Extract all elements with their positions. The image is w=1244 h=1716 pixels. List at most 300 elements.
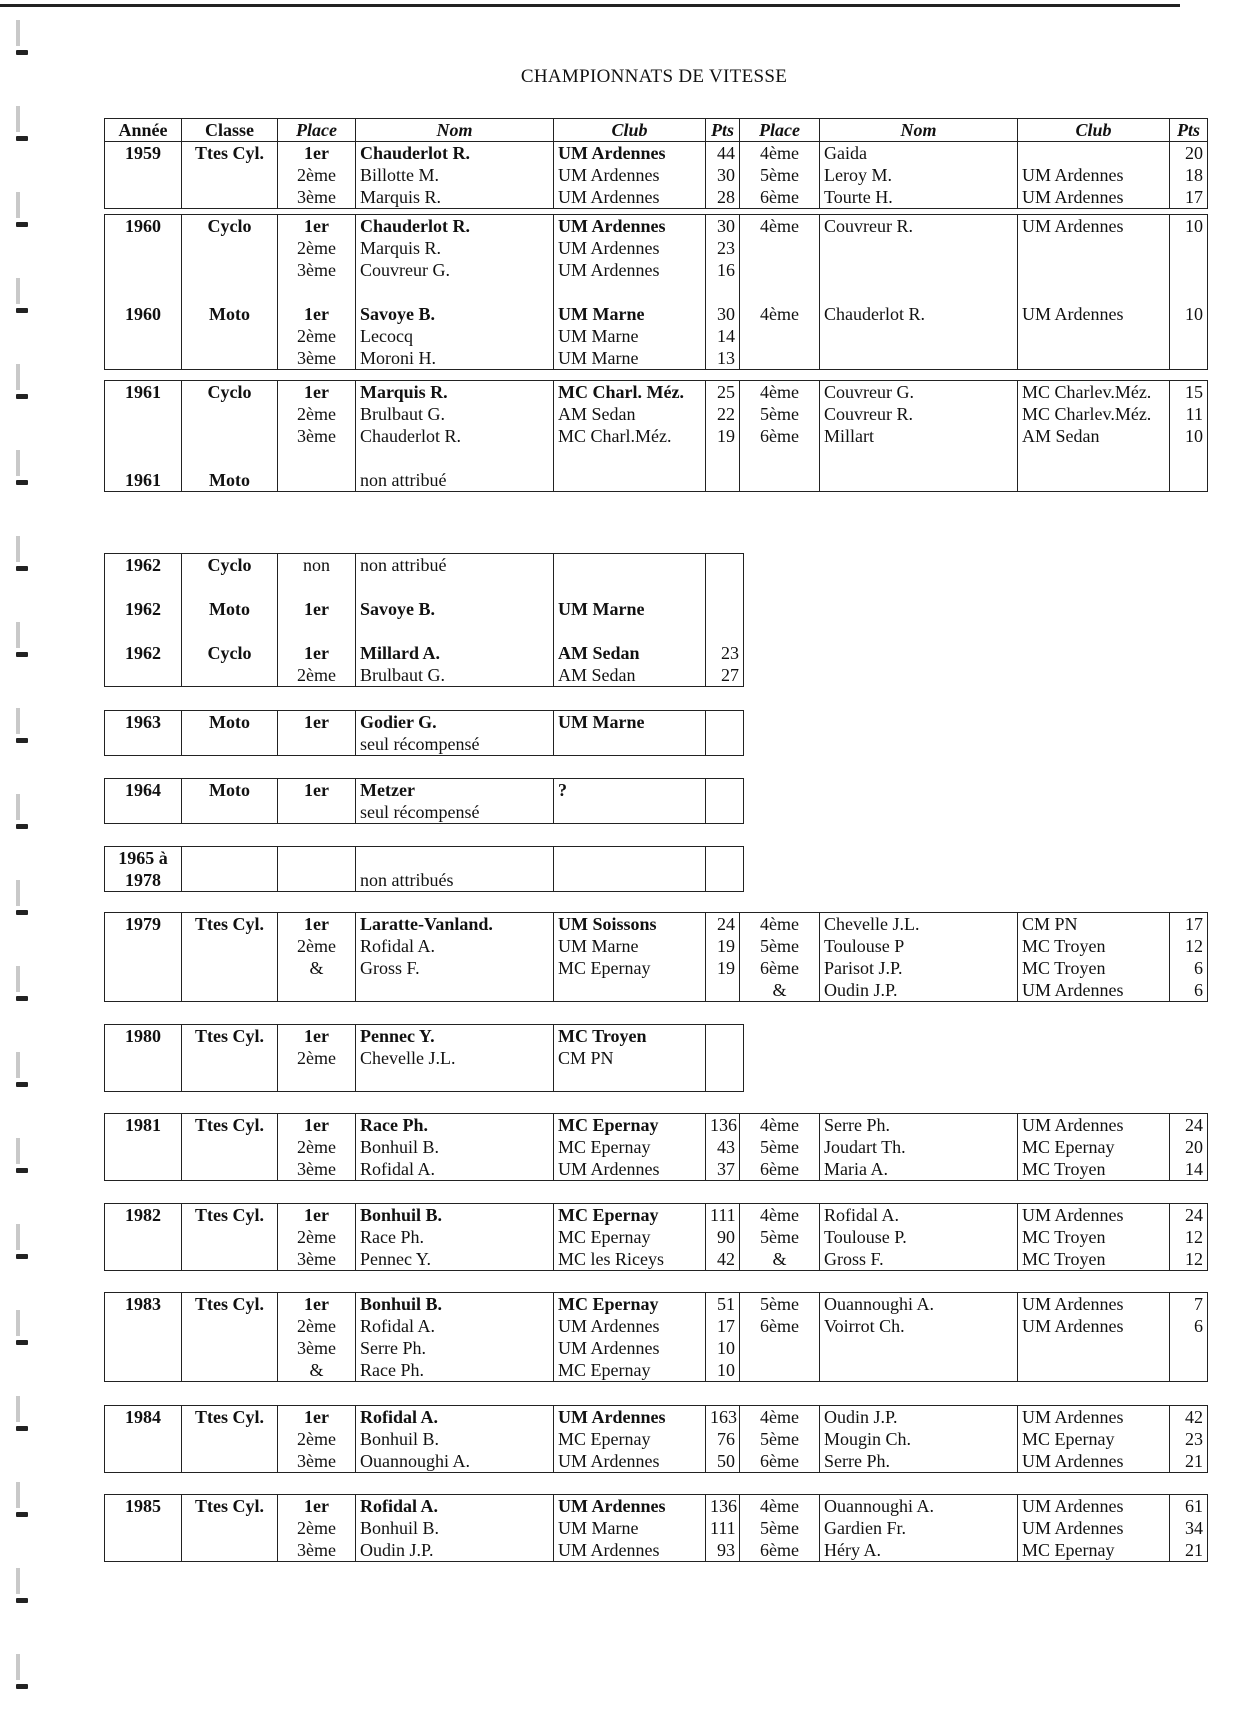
results-table bbox=[104, 553, 744, 687]
cell-club2: MC Charlev.Méz. bbox=[1018, 403, 1170, 425]
table-row bbox=[105, 237, 1208, 259]
cell-annee: 1979 bbox=[105, 913, 182, 936]
cell-club: MC Epernay bbox=[554, 957, 706, 979]
cell-club2: UM Ardennes bbox=[1018, 1204, 1170, 1227]
cell-nom: Moroni H. bbox=[356, 347, 554, 370]
table-row bbox=[105, 1114, 1208, 1137]
cell-classe bbox=[182, 1359, 278, 1382]
cell-pts: 111 bbox=[706, 1517, 740, 1539]
cell-annee bbox=[105, 801, 182, 824]
cell-pts: 19 bbox=[706, 425, 740, 447]
cell-place: 3ème bbox=[278, 259, 356, 281]
cell-annee bbox=[105, 1539, 182, 1562]
cell-nom: Brulbaut G. bbox=[356, 664, 554, 687]
table-row bbox=[105, 957, 1208, 979]
cell-place2: 6ème bbox=[740, 1539, 820, 1562]
cell-nom: non attribué bbox=[356, 554, 554, 577]
table-row bbox=[105, 1315, 1208, 1337]
cell-club2 bbox=[1018, 142, 1170, 165]
cell-pts: 43 bbox=[706, 1136, 740, 1158]
cell-pts2: 7 bbox=[1170, 1293, 1208, 1316]
cell-place bbox=[278, 469, 356, 492]
cell-nom2: Joudart Th. bbox=[820, 1136, 1018, 1158]
cell-nom: Oudin J.P. bbox=[356, 1539, 554, 1562]
cell-place: 2ème bbox=[278, 325, 356, 347]
cell-annee: 1980 bbox=[105, 1025, 182, 1048]
header-club: Club bbox=[554, 119, 706, 142]
cell-annee bbox=[105, 403, 182, 425]
cell-place: 1er bbox=[278, 1204, 356, 1227]
cell-club: UM Ardennes bbox=[554, 1450, 706, 1473]
cell-club: MC Epernay bbox=[554, 1359, 706, 1382]
table-row bbox=[105, 259, 1208, 281]
table-row bbox=[105, 779, 744, 802]
cell-nom: Millard A. bbox=[356, 642, 554, 664]
cell-annee: 1962 bbox=[105, 598, 182, 620]
cell-nom2: Parisot J.P. bbox=[820, 957, 1018, 979]
cell-pts: 14 bbox=[706, 325, 740, 347]
cell-nom: Billotte M. bbox=[356, 164, 554, 186]
cell-annee: 1981 bbox=[105, 1114, 182, 1137]
cell-pts: 19 bbox=[706, 935, 740, 957]
cell-club: UM Marne bbox=[554, 347, 706, 370]
cell-club2: MC Troyen bbox=[1018, 935, 1170, 957]
cell-classe: Moto bbox=[182, 469, 278, 492]
cell-club bbox=[554, 554, 706, 577]
cell-nom: Couvreur G. bbox=[356, 259, 554, 281]
cell-pts2: 6 bbox=[1170, 1315, 1208, 1337]
cell-pts: 30 bbox=[706, 303, 740, 325]
cell-nom2 bbox=[820, 325, 1018, 347]
cell-club: UM Marne bbox=[554, 325, 706, 347]
cell-pts2 bbox=[1170, 1359, 1208, 1382]
cell-pts bbox=[706, 869, 744, 892]
cell-annee bbox=[105, 979, 182, 1002]
cell-club: CM PN bbox=[554, 1047, 706, 1069]
cell-place: 1er bbox=[278, 1495, 356, 1518]
cell-nom: Chauderlot R. bbox=[356, 215, 554, 238]
table-row bbox=[105, 164, 1208, 186]
table-row bbox=[105, 620, 744, 642]
table-row bbox=[105, 325, 1208, 347]
cell-pts: 16 bbox=[706, 259, 740, 281]
table-row bbox=[105, 733, 744, 756]
cell-annee bbox=[105, 347, 182, 370]
cell-pts: 30 bbox=[706, 215, 740, 238]
cell-place: 1er bbox=[278, 1406, 356, 1429]
cell-pts: 23 bbox=[706, 237, 740, 259]
cell-nom2: Maria A. bbox=[820, 1158, 1018, 1181]
cell-club2: AM Sedan bbox=[1018, 425, 1170, 447]
cell-club: MC Epernay bbox=[554, 1114, 706, 1137]
cell-pts bbox=[706, 847, 744, 870]
cell-annee: 1984 bbox=[105, 1406, 182, 1429]
cell-club: MC Charl. Méz. bbox=[554, 381, 706, 404]
cell-pts: 37 bbox=[706, 1158, 740, 1181]
table-row bbox=[105, 1450, 1208, 1473]
cell-pts bbox=[706, 711, 744, 734]
cell-nom: Race Ph. bbox=[356, 1359, 554, 1382]
page-title: CHAMPIONNATS DE VITESSE bbox=[520, 66, 788, 87]
cell-annee bbox=[105, 1248, 182, 1271]
results-table bbox=[104, 214, 1208, 370]
cell-place2: 5ème bbox=[740, 1226, 820, 1248]
cell-club: UM Ardennes bbox=[554, 1158, 706, 1181]
table-row bbox=[105, 1248, 1208, 1271]
cell-pts: 90 bbox=[706, 1226, 740, 1248]
cell-club bbox=[554, 1069, 706, 1092]
table-row bbox=[105, 935, 1208, 957]
cell-pts: 44 bbox=[706, 142, 740, 165]
cell-nom: seul récompensé bbox=[356, 733, 554, 756]
cell-annee bbox=[105, 425, 182, 447]
cell-place: 1er bbox=[278, 642, 356, 664]
cell-place: 2ème bbox=[278, 164, 356, 186]
cell-nom: Pennec Y. bbox=[356, 1248, 554, 1271]
header-club2: Club bbox=[1018, 119, 1170, 142]
table-row bbox=[105, 1025, 744, 1048]
cell-classe bbox=[182, 425, 278, 447]
cell-annee bbox=[105, 164, 182, 186]
cell-pts2: 18 bbox=[1170, 164, 1208, 186]
cell-place: 2ème bbox=[278, 935, 356, 957]
cell-nom2: Oudin J.P. bbox=[820, 979, 1018, 1002]
cell-nom2: Voirrot Ch. bbox=[820, 1315, 1018, 1337]
cell-club bbox=[554, 847, 706, 870]
cell-nom: Rofidal A. bbox=[356, 1315, 554, 1337]
cell-pts: 51 bbox=[706, 1293, 740, 1316]
cell-nom: Rofidal A. bbox=[356, 935, 554, 957]
table-row bbox=[105, 1517, 1208, 1539]
cell-club: UM Marne bbox=[554, 711, 706, 734]
cell-club2: UM Ardennes bbox=[1018, 1517, 1170, 1539]
cell-classe bbox=[182, 347, 278, 370]
cell-annee bbox=[105, 259, 182, 281]
cell-club: AM Sedan bbox=[554, 403, 706, 425]
cell-nom: Brulbaut G. bbox=[356, 403, 554, 425]
cell-nom: Bonhuil B. bbox=[356, 1517, 554, 1539]
cell-pts2: 12 bbox=[1170, 1226, 1208, 1248]
cell-place: 2ème bbox=[278, 403, 356, 425]
cell-pts2: 14 bbox=[1170, 1158, 1208, 1181]
cell-classe bbox=[182, 1539, 278, 1562]
cell-annee bbox=[105, 664, 182, 687]
results-table bbox=[104, 710, 744, 756]
cell-club bbox=[554, 469, 706, 492]
cell-place2: 4ème bbox=[740, 303, 820, 325]
cell-club: UM Soissons bbox=[554, 913, 706, 936]
cell-place2: 4ème bbox=[740, 913, 820, 936]
cell-club bbox=[554, 869, 706, 892]
cell-pts2: 21 bbox=[1170, 1450, 1208, 1473]
cell-nom: Rofidal A. bbox=[356, 1406, 554, 1429]
cell-nom2: Couvreur R. bbox=[820, 403, 1018, 425]
cell-pts bbox=[706, 779, 744, 802]
cell-club bbox=[554, 979, 706, 1002]
results-table bbox=[104, 1494, 1208, 1562]
cell-pts: 27 bbox=[706, 664, 744, 687]
cell-classe: Ttes Cyl. bbox=[182, 1025, 278, 1048]
table-row bbox=[105, 642, 744, 664]
cell-club: MC les Riceys bbox=[554, 1248, 706, 1271]
cell-pts2: 12 bbox=[1170, 935, 1208, 957]
cell-nom2: Serre Ph. bbox=[820, 1450, 1018, 1473]
cell-classe bbox=[182, 664, 278, 687]
cell-nom: Savoye B. bbox=[356, 303, 554, 325]
cell-club: UM Ardennes bbox=[554, 142, 706, 165]
cell-pts2: 24 bbox=[1170, 1204, 1208, 1227]
cell-annee: 1961 bbox=[105, 469, 182, 492]
cell-club2 bbox=[1018, 347, 1170, 370]
cell-place2: 4ème bbox=[740, 1114, 820, 1137]
cell-annee bbox=[105, 1315, 182, 1337]
cell-nom2 bbox=[820, 1359, 1018, 1382]
cell-classe bbox=[182, 1315, 278, 1337]
cell-place2 bbox=[740, 347, 820, 370]
cell-annee: 1985 bbox=[105, 1495, 182, 1518]
cell-classe bbox=[182, 801, 278, 824]
cell-club2: MC Troyen bbox=[1018, 1158, 1170, 1181]
cell-nom2: Héry A. bbox=[820, 1539, 1018, 1562]
table-row bbox=[105, 347, 1208, 370]
cell-classe bbox=[182, 869, 278, 892]
table-row bbox=[105, 576, 744, 598]
cell-club: MC Epernay bbox=[554, 1204, 706, 1227]
table-row bbox=[105, 281, 1208, 303]
cell-pts2: 17 bbox=[1170, 913, 1208, 936]
cell-club: ? bbox=[554, 779, 706, 802]
results-table bbox=[104, 118, 1208, 209]
cell-annee: 1963 bbox=[105, 711, 182, 734]
cell-place bbox=[278, 801, 356, 824]
cell-annee: 1960 bbox=[105, 303, 182, 325]
cell-club2: UM Ardennes bbox=[1018, 1114, 1170, 1137]
table-row bbox=[105, 1158, 1208, 1181]
cell-nom: non attribué bbox=[356, 469, 554, 492]
cell-nom: seul récompensé bbox=[356, 801, 554, 824]
cell-classe: Ttes Cyl. bbox=[182, 1204, 278, 1227]
cell-pts2: 6 bbox=[1170, 957, 1208, 979]
cell-place2: 5ème bbox=[740, 1136, 820, 1158]
cell-nom2 bbox=[820, 469, 1018, 492]
cell-nom: Lecocq bbox=[356, 325, 554, 347]
cell-classe: Moto bbox=[182, 303, 278, 325]
cell-pts: 10 bbox=[706, 1359, 740, 1382]
cell-nom2: Couvreur G. bbox=[820, 381, 1018, 404]
cell-club2: UM Ardennes bbox=[1018, 215, 1170, 238]
cell-pts2 bbox=[1170, 1337, 1208, 1359]
cell-place: 2ème bbox=[278, 1315, 356, 1337]
cell-club: UM Marne bbox=[554, 935, 706, 957]
table-row bbox=[105, 186, 1208, 209]
cell-annee: 1962 bbox=[105, 642, 182, 664]
cell-pts2 bbox=[1170, 237, 1208, 259]
cell-club2: UM Ardennes bbox=[1018, 1495, 1170, 1518]
header-nom: Nom bbox=[356, 119, 554, 142]
cell-pts2 bbox=[1170, 469, 1208, 492]
cell-pts2: 17 bbox=[1170, 186, 1208, 209]
cell-club2: UM Ardennes bbox=[1018, 1406, 1170, 1429]
cell-club: UM Ardennes bbox=[554, 164, 706, 186]
header-nom2: Nom bbox=[820, 119, 1018, 142]
cell-pts2: 12 bbox=[1170, 1248, 1208, 1271]
cell-pts2: 34 bbox=[1170, 1517, 1208, 1539]
cell-classe bbox=[182, 1226, 278, 1248]
cell-place2 bbox=[740, 469, 820, 492]
cell-nom2: Gross F. bbox=[820, 1248, 1018, 1271]
cell-nom: Bonhuil B. bbox=[356, 1136, 554, 1158]
cell-place: 3ème bbox=[278, 1450, 356, 1473]
cell-annee: 1983 bbox=[105, 1293, 182, 1316]
cell-place: 2ème bbox=[278, 1428, 356, 1450]
cell-pts2: 21 bbox=[1170, 1539, 1208, 1562]
table-row bbox=[105, 381, 1208, 404]
cell-nom2: Oudin J.P. bbox=[820, 1406, 1018, 1429]
cell-nom: Race Ph. bbox=[356, 1226, 554, 1248]
table-row bbox=[105, 1495, 1208, 1518]
cell-nom: non attribués bbox=[356, 869, 554, 892]
cell-nom2: Gaida bbox=[820, 142, 1018, 165]
results-table bbox=[104, 846, 744, 892]
cell-nom: Godier G. bbox=[356, 711, 554, 734]
cell-place2: 6ème bbox=[740, 957, 820, 979]
cell-nom2 bbox=[820, 259, 1018, 281]
header-place: Place bbox=[278, 119, 356, 142]
cell-nom: Rofidal A. bbox=[356, 1158, 554, 1181]
cell-place2: 6ème bbox=[740, 186, 820, 209]
cell-club2: MC Epernay bbox=[1018, 1136, 1170, 1158]
cell-place: non bbox=[278, 554, 356, 577]
header-annee: Année bbox=[105, 119, 182, 142]
cell-place2: 6ème bbox=[740, 425, 820, 447]
cell-place: 1er bbox=[278, 1293, 356, 1316]
cell-place2: 5ème bbox=[740, 403, 820, 425]
cell-club: MC Epernay bbox=[554, 1293, 706, 1316]
cell-annee bbox=[105, 1069, 182, 1092]
cell-pts2: 42 bbox=[1170, 1406, 1208, 1429]
cell-nom2 bbox=[820, 1337, 1018, 1359]
results-table bbox=[104, 1024, 744, 1092]
cell-classe: Cyclo bbox=[182, 215, 278, 238]
cell-place2: 5ème bbox=[740, 1293, 820, 1316]
cell-place bbox=[278, 847, 356, 870]
cell-place2: & bbox=[740, 1248, 820, 1271]
cell-classe bbox=[182, 1069, 278, 1092]
cell-nom2: Chauderlot R. bbox=[820, 303, 1018, 325]
cell-nom: Marquis R. bbox=[356, 186, 554, 209]
cell-pts bbox=[706, 1025, 744, 1048]
table-row bbox=[105, 1069, 744, 1092]
cell-club2 bbox=[1018, 469, 1170, 492]
cell-place: 1er bbox=[278, 142, 356, 165]
cell-classe bbox=[182, 979, 278, 1002]
cell-place2: & bbox=[740, 979, 820, 1002]
cell-place2: 6ème bbox=[740, 1158, 820, 1181]
cell-classe bbox=[182, 957, 278, 979]
cell-pts: 25 bbox=[706, 381, 740, 404]
cell-nom: Pennec Y. bbox=[356, 1025, 554, 1048]
cell-classe bbox=[182, 325, 278, 347]
cell-nom: Marquis R. bbox=[356, 237, 554, 259]
cell-pts2: 23 bbox=[1170, 1428, 1208, 1450]
cell-place: 1er bbox=[278, 779, 356, 802]
table-row bbox=[105, 801, 744, 824]
cell-place2: 4ème bbox=[740, 1406, 820, 1429]
cell-pts: 136 bbox=[706, 1495, 740, 1518]
cell-annee: 1961 bbox=[105, 381, 182, 404]
cell-pts2: 10 bbox=[1170, 303, 1208, 325]
table-row bbox=[105, 142, 1208, 165]
cell-nom: Savoye B. bbox=[356, 598, 554, 620]
cell-classe: Cyclo bbox=[182, 381, 278, 404]
cell-classe: Cyclo bbox=[182, 642, 278, 664]
cell-annee bbox=[105, 733, 182, 756]
cell-classe bbox=[182, 1450, 278, 1473]
cell-place bbox=[278, 979, 356, 1002]
table-row bbox=[105, 869, 744, 892]
cell-classe bbox=[182, 1428, 278, 1450]
cell-place: & bbox=[278, 1359, 356, 1382]
cell-annee bbox=[105, 1047, 182, 1069]
header-classe: Classe bbox=[182, 119, 278, 142]
cell-pts: 19 bbox=[706, 957, 740, 979]
table-row bbox=[105, 913, 1208, 936]
table-row bbox=[105, 1337, 1208, 1359]
cell-pts: 76 bbox=[706, 1428, 740, 1450]
cell-place2: 4ème bbox=[740, 381, 820, 404]
cell-nom2: Tourte H. bbox=[820, 186, 1018, 209]
cell-classe bbox=[182, 259, 278, 281]
cell-nom: Bonhuil B. bbox=[356, 1204, 554, 1227]
cell-nom: Chauderlot R. bbox=[356, 425, 554, 447]
cell-place2 bbox=[740, 325, 820, 347]
cell-place2: 5ème bbox=[740, 935, 820, 957]
table-row bbox=[105, 469, 1208, 492]
cell-place2 bbox=[740, 237, 820, 259]
results-table bbox=[104, 912, 1208, 1002]
cell-pts: 10 bbox=[706, 1337, 740, 1359]
cell-pts: 22 bbox=[706, 403, 740, 425]
cell-classe bbox=[182, 1248, 278, 1271]
cell-nom2 bbox=[820, 347, 1018, 370]
table-row bbox=[105, 979, 1208, 1002]
cell-place: & bbox=[278, 957, 356, 979]
cell-nom2: Toulouse P. bbox=[820, 1226, 1018, 1248]
cell-pts bbox=[706, 733, 744, 756]
cell-classe: Ttes Cyl. bbox=[182, 1114, 278, 1137]
cell-club2: UM Ardennes bbox=[1018, 186, 1170, 209]
cell-club: UM Ardennes bbox=[554, 1539, 706, 1562]
cell-nom2: Leroy M. bbox=[820, 164, 1018, 186]
cell-pts: 111 bbox=[706, 1204, 740, 1227]
cell-pts bbox=[706, 801, 744, 824]
cell-pts: 93 bbox=[706, 1539, 740, 1562]
cell-club: UM Ardennes bbox=[554, 259, 706, 281]
cell-club: AM Sedan bbox=[554, 642, 706, 664]
cell-place: 1er bbox=[278, 1114, 356, 1137]
cell-nom: Race Ph. bbox=[356, 1114, 554, 1137]
cell-nom2: Ouannoughi A. bbox=[820, 1293, 1018, 1316]
cell-annee: 1960 bbox=[105, 215, 182, 238]
cell-place: 3ème bbox=[278, 1248, 356, 1271]
cell-annee bbox=[105, 1226, 182, 1248]
table-row bbox=[105, 303, 1208, 325]
table-row bbox=[105, 1428, 1208, 1450]
cell-classe: Ttes Cyl. bbox=[182, 1406, 278, 1429]
cell-club: MC Charl.Méz. bbox=[554, 425, 706, 447]
cell-place: 1er bbox=[278, 215, 356, 238]
cell-place: 1er bbox=[278, 303, 356, 325]
